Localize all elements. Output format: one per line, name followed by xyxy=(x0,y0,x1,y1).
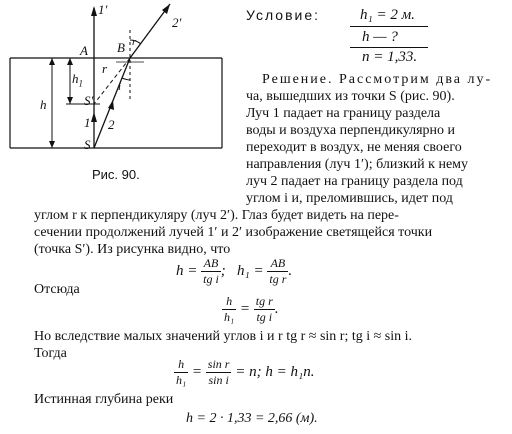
formula-n: $\frac{h}{\text{h₁}}$ = $\frac{\text{sin r}}{\text{sin i}}$ = n; h = h₁n. xyxy=(176,357,315,387)
figure-caption: Рис. 90. xyxy=(92,167,140,182)
solution-line-1: Решение. Рассмотрим два лу- xyxy=(262,72,493,87)
label-ray-1prime: 1' xyxy=(98,2,108,17)
label-point-B: B xyxy=(117,40,125,55)
condition-rule-2 xyxy=(350,47,428,48)
solution-line-4: воды и воздуха перпендикулярно и xyxy=(246,123,455,138)
ray-1-top-arrow xyxy=(91,6,97,16)
formula-ratio: $\frac{h}{\text{h₁}}$ = $\frac{\text{tg r}}{\text{tg i}}$ . xyxy=(224,294,279,324)
approximation-line: Но вследствие малых значений углов i и r tg r ≈ sin r; tg i ≈ sin i. xyxy=(34,329,413,344)
refraction-diagram xyxy=(0,0,230,185)
solution-line-10: (точка S′). Из рисунка видно, что xyxy=(34,242,231,257)
solution-line-8: углом r к перпендикуляру (луч 2′). Глаз будет видеть на пере- xyxy=(34,208,399,223)
label-h: h xyxy=(40,97,47,112)
solution-line-7: луч 2 падает на границу раздела под xyxy=(246,174,463,189)
solution-line-6: направления (луч 1′); близкий к нему xyxy=(246,157,469,172)
condition-h1: h₁ = 2 м. xyxy=(360,7,415,23)
solution-line-5: переходит в воздух, не меняя своего xyxy=(246,140,462,155)
solution-line-3: Луч 1 падает на границу раздела xyxy=(246,106,441,121)
otsyuda-label: Отсюда xyxy=(34,282,80,297)
condition-rule-1 xyxy=(350,26,428,27)
label-ray-1: 1 xyxy=(84,115,91,130)
condition-heading: Условие: xyxy=(246,7,321,23)
angle-i-arc xyxy=(122,78,130,80)
label-angle-r: r xyxy=(132,36,137,48)
formula-h-and-h1: h = $\frac{AB}{\text{tg i}}$ ; h₁ = $\frac{AB}{\text{tg r}}$ . xyxy=(176,256,293,286)
label-h1: $h_1$ xyxy=(72,71,83,89)
condition-unknown: h — ? xyxy=(362,29,398,45)
ray-2-arrow xyxy=(108,100,114,110)
final-answer: h = 2 · 1,33 = 2,66 (м). xyxy=(186,411,318,426)
solution-line-7-right: углом i и, преломившись, идет под xyxy=(246,191,453,206)
label-point-S: S xyxy=(84,137,91,152)
depth-label: Истинная глубина реки xyxy=(34,392,174,407)
label-r-large: r xyxy=(102,61,108,76)
label-angle-i: i xyxy=(118,81,122,93)
togda-label: Тогда xyxy=(34,346,67,361)
solution-line-2: ча, вышедших из точки S (рис. 90). xyxy=(246,89,455,104)
figure-90 xyxy=(0,0,230,185)
ray-2prime-line xyxy=(130,4,170,58)
label-ray-2prime: 2' xyxy=(172,15,182,30)
label-point-A: A xyxy=(80,43,88,58)
solution-line-9: сечении продолжений лучей 1′ и 2′ изображение светящейся точки xyxy=(34,225,433,240)
ray-1-mid-arrow xyxy=(91,112,97,122)
label-ray-2: 2 xyxy=(108,117,115,132)
ray-2prime-extension xyxy=(94,58,130,104)
condition-n: n = 1,33. xyxy=(362,49,418,65)
label-S-prime: S' xyxy=(84,93,94,108)
